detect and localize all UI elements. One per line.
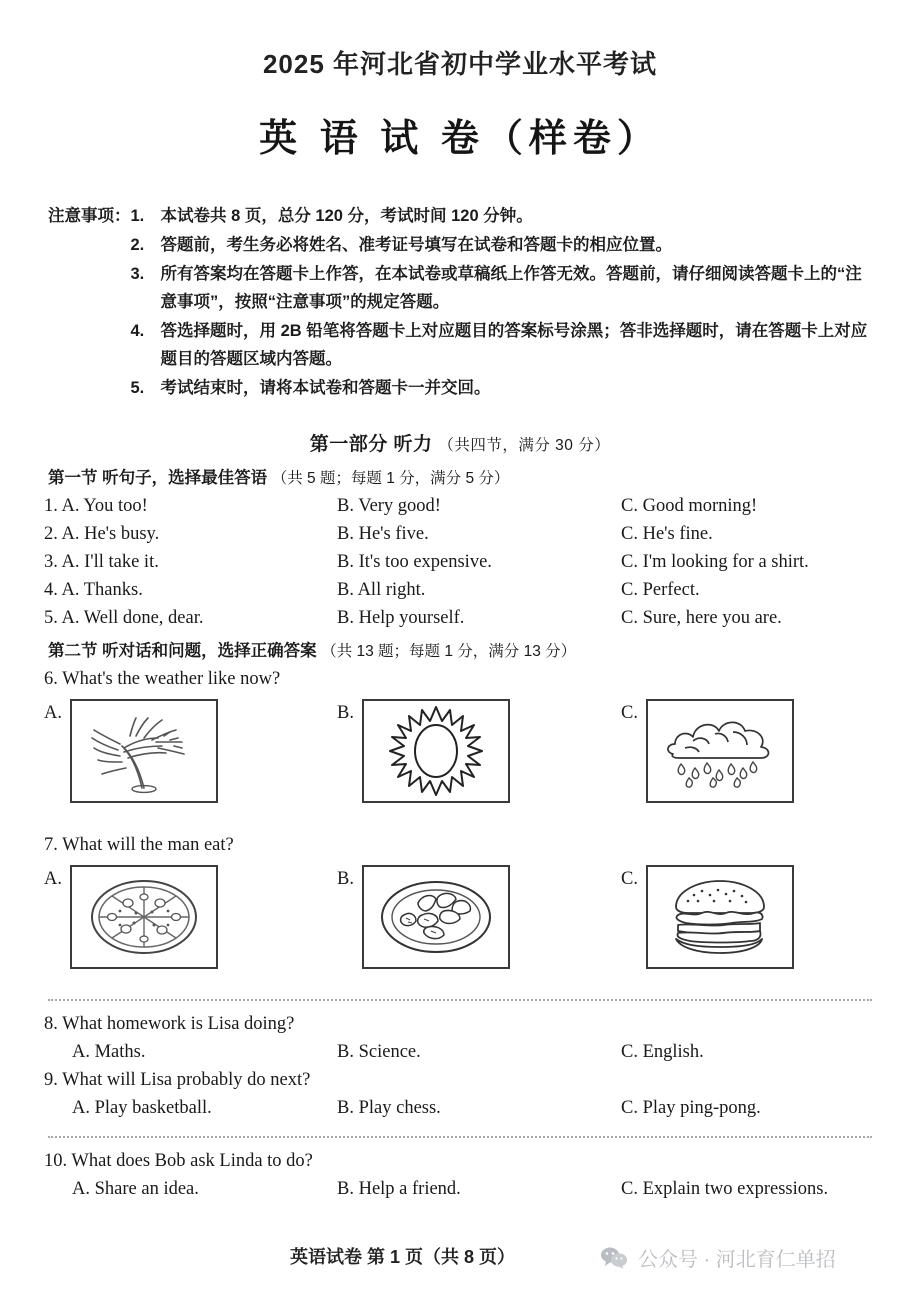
notice-item-number: 4.	[130, 322, 145, 340]
option-b[interactable]: B. All right.	[337, 580, 426, 600]
option-a[interactable]: 2. A. He's busy.	[44, 524, 160, 544]
question-8-options	[72, 1038, 920, 1066]
option-c[interactable]: C. Good morning!	[621, 496, 758, 516]
question-6-option-c[interactable]	[621, 699, 794, 803]
section-two-heading	[48, 637, 920, 661]
option-c[interactable]: C. English.	[621, 1042, 704, 1062]
option-letter: A.	[44, 703, 62, 723]
option-a[interactable]: 1. A. You too!	[44, 496, 148, 516]
option-a[interactable]: A. Share an idea.	[72, 1179, 199, 1199]
notice-item-number: 1.	[130, 207, 145, 225]
notice-item	[131, 231, 877, 259]
notice-item-text: 答题前，考生务必将姓名、准考证号填写在试卷和答题卡的相应位置。	[160, 236, 672, 254]
question-9-stem: 9. What will Lisa probably do next?	[44, 1070, 311, 1090]
question-6-option-b[interactable]	[337, 699, 510, 803]
windy-tree-image	[70, 699, 218, 803]
option-letter: A.	[44, 869, 62, 889]
notice-block	[48, 202, 876, 403]
section-one-heading-score: （共 5 题；每题 1 分，满分 5 分）	[271, 470, 510, 487]
question-row-2	[44, 520, 920, 548]
option-c[interactable]: C. Play ping-pong.	[621, 1098, 761, 1118]
notice-item	[131, 374, 877, 402]
option-letter: B.	[337, 703, 354, 723]
option-c[interactable]: C. I'm looking for a shirt.	[621, 552, 809, 572]
question-6-option-a[interactable]	[44, 699, 218, 803]
notice-item	[131, 317, 877, 373]
option-a[interactable]: 5. A. Well done, dear.	[44, 608, 204, 628]
option-b[interactable]: B. Help a friend.	[337, 1179, 461, 1199]
question-7-option-b[interactable]	[337, 865, 510, 969]
section-one-heading-bold: 第一节 听句子，选择最佳答语	[48, 469, 268, 487]
wechat-icon	[600, 1246, 628, 1270]
question-9-options	[72, 1094, 920, 1122]
option-b[interactable]: B. Very good!	[337, 496, 441, 516]
part-one-heading	[0, 429, 920, 456]
option-b[interactable]: B. He's five.	[337, 524, 429, 544]
notice-item-number: 3.	[130, 265, 145, 283]
question-6-stem: 6. What's the weather like now?	[44, 669, 281, 689]
option-c[interactable]: C. Perfect.	[621, 580, 700, 600]
notice-item-text: 本试卷共 8 页，总分 120 分，考试时间 120 分钟。	[160, 207, 533, 225]
pizza-image	[70, 865, 218, 969]
exam-subtitle: 2025 年河北省初中学业水平考试	[262, 49, 658, 79]
option-a[interactable]: 4. A. Thanks.	[44, 580, 143, 600]
question-7-options	[44, 865, 920, 977]
section-two-heading-score: （共 13 题；每题 1 分，满分 13 分）	[321, 643, 577, 660]
question-row-5	[44, 604, 920, 632]
option-b[interactable]: B. It's too expensive.	[337, 552, 492, 572]
question-10-stem: 10. What does Bob ask Linda to do?	[44, 1151, 313, 1171]
notice-item-number: 5.	[130, 379, 145, 397]
question-row-4	[44, 576, 920, 604]
part-one-heading-score: （共四节，满分 30 分）	[438, 437, 611, 454]
salad-plate-image	[362, 865, 510, 969]
notice-label: 注意事项：	[48, 207, 131, 225]
page-number-label: 英语试卷 第 1 页（共 8 页）	[290, 1247, 516, 1267]
section-divider	[48, 1136, 872, 1139]
question-6-options	[44, 699, 920, 811]
notice-list	[131, 202, 877, 403]
notice-item-text: 答选择题时，用 2B 铅笔将答题卡上对应题目的答案标号涂黑；答非选择题时，请在答题卡上对应题目的答题区域内答题。	[160, 322, 868, 368]
notice-item	[131, 202, 877, 230]
question-row-3	[44, 548, 920, 576]
question-10-options	[72, 1175, 920, 1203]
watermark	[600, 1243, 836, 1272]
question-8-stem: 8. What homework is Lisa doing?	[44, 1014, 295, 1034]
watermark-text: 公众号 · 河北育仁单招	[638, 1249, 836, 1271]
option-letter: C.	[621, 869, 638, 889]
option-c[interactable]: C. Sure, here you are.	[621, 608, 782, 628]
question-7-option-c[interactable]	[621, 865, 794, 969]
notice-item	[131, 260, 877, 316]
section-two-heading-bold: 第二节 听对话和问题，选择正确答案	[48, 642, 317, 660]
question-7-stem: 7. What will the man eat?	[44, 835, 234, 855]
page-footer	[0, 1243, 920, 1283]
option-b[interactable]: B. Help yourself.	[337, 608, 465, 628]
page-title: 英 语 试 卷（样卷）	[259, 118, 661, 160]
option-c[interactable]: C. He's fine.	[621, 524, 713, 544]
section-one-heading	[48, 464, 920, 488]
hamburger-image	[646, 865, 794, 969]
option-c[interactable]: C. Explain two expressions.	[621, 1179, 829, 1199]
option-a[interactable]: 3. A. I'll take it.	[44, 552, 159, 572]
question-7-option-a[interactable]	[44, 865, 218, 969]
option-b[interactable]: B. Science.	[337, 1042, 421, 1062]
sun-image	[362, 699, 510, 803]
option-letter: C.	[621, 703, 638, 723]
rain-cloud-image	[646, 699, 794, 803]
option-a[interactable]: A. Maths.	[72, 1042, 146, 1062]
notice-item-text: 考试结束时，请将本试卷和答题卡一并交回。	[160, 379, 491, 397]
notice-item-number: 2.	[130, 236, 145, 254]
option-letter: B.	[337, 869, 354, 889]
question-row-1	[44, 492, 920, 520]
section-divider	[48, 999, 872, 1002]
option-b[interactable]: B. Play chess.	[337, 1098, 441, 1118]
notice-item-text: 所有答案均在答题卡上作答，在本试卷或草稿纸上作答无效。答题前，请仔细阅读答题卡上的“注意事项”，按照“注意事项”的规定答题。	[160, 265, 862, 311]
option-a[interactable]: A. Play basketball.	[72, 1098, 212, 1118]
part-one-heading-bold: 第一部分 听力	[309, 434, 433, 455]
